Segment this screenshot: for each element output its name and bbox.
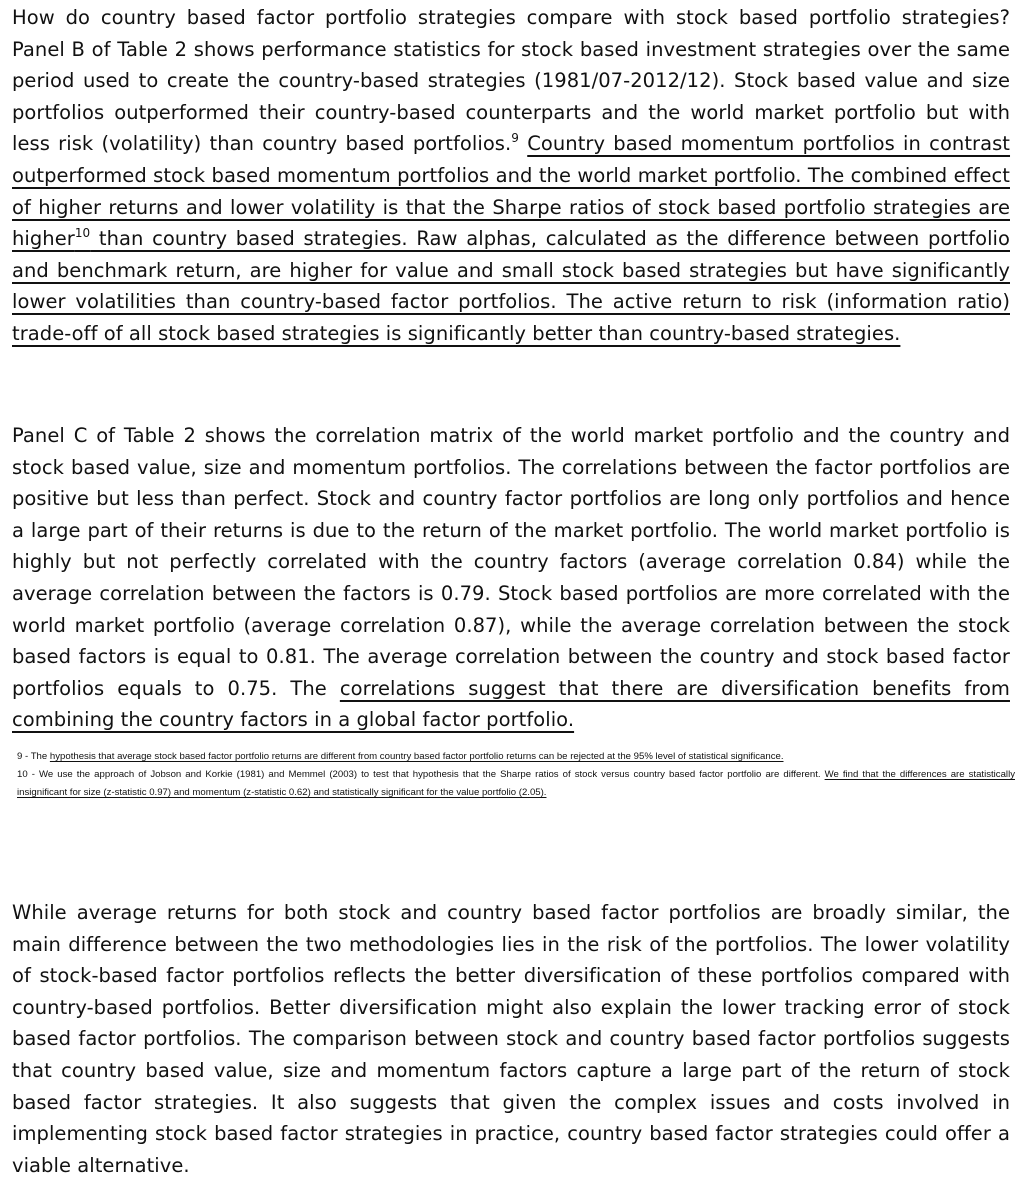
footnote-ref-10: 10 <box>74 226 91 241</box>
paragraph-stock-vs-country-performance <box>12 2 1010 350</box>
footnote-9-prefix: 9 - The <box>17 751 50 762</box>
footnote-10-underlined: We find that the differences are statistically insignificant for size (z-statistic 0.97) and momentum (z-statistic 0.62) and statistically significant for the value portfolio (2.05). <box>17 769 1015 798</box>
footnote-9-underlined: hypothesis that average stock based factor portfolio returns are different from country based factor portfolio returns can be rejected at the 95% level of statistical significance. <box>49 751 784 762</box>
paragraph-risk-comparison: While average returns for both stock and country based factor portfolios are broadly similar, the main difference between the two methodologies lies in the risk of the portfolios. The lower volatility of stock-based factor portfolios reflects the better diversification of these portfolios compared with country-based portfolios. Better diversification might also explain the lower tracking error of stock based factor portfolios. The comparison between stock and country based factor portfolios suggests that country based value, size and momentum factors capture a large part of the return of stock based factor strategies. It also suggests that given the complex issues and costs involved in implementing stock based factor strategies in practice, country based factor strategies could offer a viable alternative. <box>12 901 1010 1177</box>
footnote-ref-9: 9 <box>511 131 519 146</box>
footnote-10 <box>17 766 1015 802</box>
paragraph-correlation-matrix <box>12 420 1010 736</box>
underlined-passage <box>12 132 1010 345</box>
paragraph-text: How do country based factor portfolio strategies compare with stock based portfolio strategies? Panel B of Table 2 shows performance statistics for stock based investment strategies over the same period used to create the country-based strategies (1981/07-2012/12). Stock based value and size portfolios outperformed their country-based counterparts and the world market portfolio but with less risk (volatility) than country based portfolios. <box>12 6 1010 156</box>
footnote-10-prefix: 10 - We use the approach of Jobson and Korkie (1981) and Memmel (2003) to test that hypothesis that the Sharpe ratios of stock versus country based factor portfolio are different. <box>17 769 825 780</box>
paragraph-text: Panel C of Table 2 shows the correlation matrix of the world market portfolio and the country and stock based value, size and momentum portfolios. The correlations between the factor portfolios are positive but less than perfect. Stock and country factor portfolios are long only portfolios and hence a large part of their returns is due to the return of the market portfolio. The world market portfolio is highly but not perfectly correlated with the country factors (average correlation 0.84) while the average correlation between the factors is 0.79. Stock based portfolios are more correlated with the world market portfolio (average correlation 0.87), while the average correlation between the stock based factors is equal to 0.81. The average correlation between the country and stock based factor portfolios equals to 0.75. The <box>12 424 1010 700</box>
footnotes <box>17 748 1015 802</box>
footnote-9 <box>17 748 1015 766</box>
underlined-text-continued: than country based strategies. Raw alphas, calculated as the difference between portfolio and benchmark return, are higher for value and small stock based strategies but have significantly lower volatilities than country-based factor portfolios. The active return to risk (information ratio) trade-off of all stock based strategies is significantly better than country-based strategies. <box>12 227 1010 345</box>
underlined-text: Country based momentum portfolios in contrast outperformed stock based momentum portfolios and the world market portfolio. The combined effect of higher returns and lower volatility is that the Sharpe ratios of stock based portfolio strategies are higher <box>12 132 1011 251</box>
underlined-passage: correlations suggest that there are diversification benefits from combining the country factors in a global factor portfolio. <box>12 676 1010 732</box>
